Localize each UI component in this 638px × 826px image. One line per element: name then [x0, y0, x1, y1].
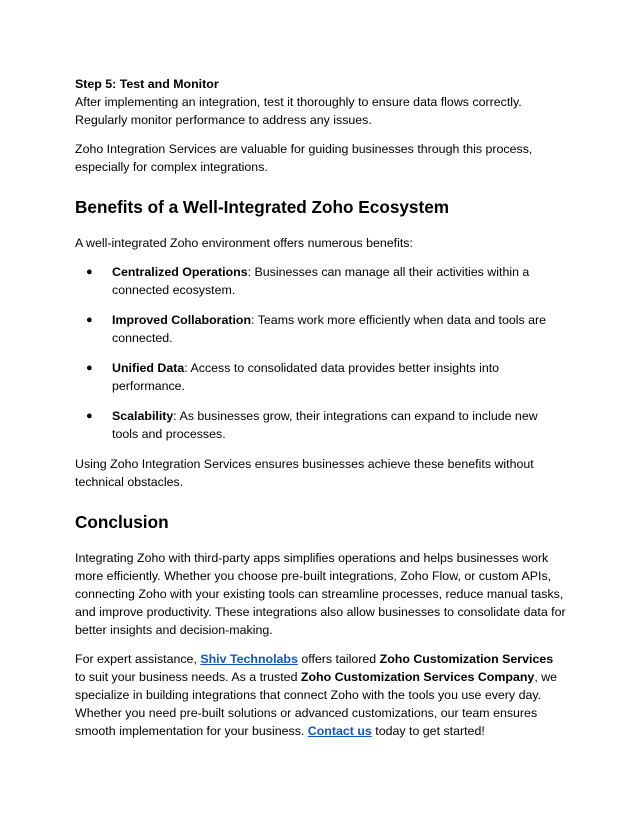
bullet-icon: ● — [86, 266, 93, 278]
benefit-term: Unified Data — [112, 361, 185, 375]
step-title: Step 5: Test and Monitor — [75, 77, 219, 91]
conclusion-heading: Conclusion — [75, 512, 169, 532]
conclusion-paragraph-2 — [75, 650, 566, 740]
shiv-technolabs-link[interactable]: Shiv Technolabs — [200, 652, 298, 666]
bold-company-name: Zoho Customization Services Company — [300, 670, 535, 684]
benefit-term: Scalability — [112, 409, 174, 423]
step-body: After implementing an integration, test it thoroughly to ensure data flows correctly. Regularly monitor performance to address any issues. — [75, 95, 522, 127]
bullet-icon: ● — [86, 314, 93, 326]
contact-us-link[interactable]: Contact us — [307, 724, 372, 738]
benefit-text: : Teams work more efficiently when data and tools are connected. — [112, 313, 547, 345]
text-run: For expert assistance, — [75, 652, 201, 666]
benefit-term: Centralized Operations — [112, 265, 248, 279]
text-run: today to get started! — [371, 724, 485, 738]
list-item — [75, 311, 566, 347]
services-note: Zoho Integration Services are valuable for guiding businesses through this process, especially for complex integrations. — [75, 142, 533, 174]
list-item — [75, 359, 566, 395]
text-run: to suit your business needs. As a trusted — [75, 670, 301, 684]
benefit-text: : Businesses can manage all their activities within a connected ecosystem. — [112, 265, 530, 297]
benefits-heading: Benefits of a Well-Integrated Zoho Ecosystem — [75, 197, 450, 217]
text-run: offers tailored — [297, 652, 380, 666]
benefit-text: : Access to consolidated data provides better insights into performance. — [112, 361, 500, 393]
benefit-text: : As businesses grow, their integrations can expand to include new tools and processes. — [112, 409, 538, 441]
conclusion-paragraph-1: Integrating Zoho with third-party apps simplifies operations and helps businesses work more efficiently. Whether you choose pre-built integrations, Zoho Flow, or custom APIs, connecting Zoho with your existing tools can streamline processes, reduce manual tasks, and improve productivity. These integrations also allow businesses to consolidate data for better insights and decision-making. — [75, 551, 566, 637]
benefits-list — [75, 263, 566, 443]
text-run: , we specialize in building integrations that connect Zoho with the tools you use every day. Whether you need pre-built solutions or advanced customizations, our team ensures smooth implementation for your business. — [75, 670, 558, 738]
bold-service-name: Zoho Customization Services — [379, 652, 554, 666]
benefits-closing: Using Zoho Integration Services ensures businesses achieve these benefits without technical obstacles. — [75, 457, 534, 489]
list-item — [75, 263, 566, 299]
list-item — [75, 407, 566, 443]
benefits-intro: A well-integrated Zoho environment offers numerous benefits: — [75, 236, 413, 250]
benefit-term: Improved Collaboration — [112, 313, 252, 327]
bullet-icon: ● — [86, 362, 93, 374]
bullet-icon: ● — [86, 410, 93, 422]
